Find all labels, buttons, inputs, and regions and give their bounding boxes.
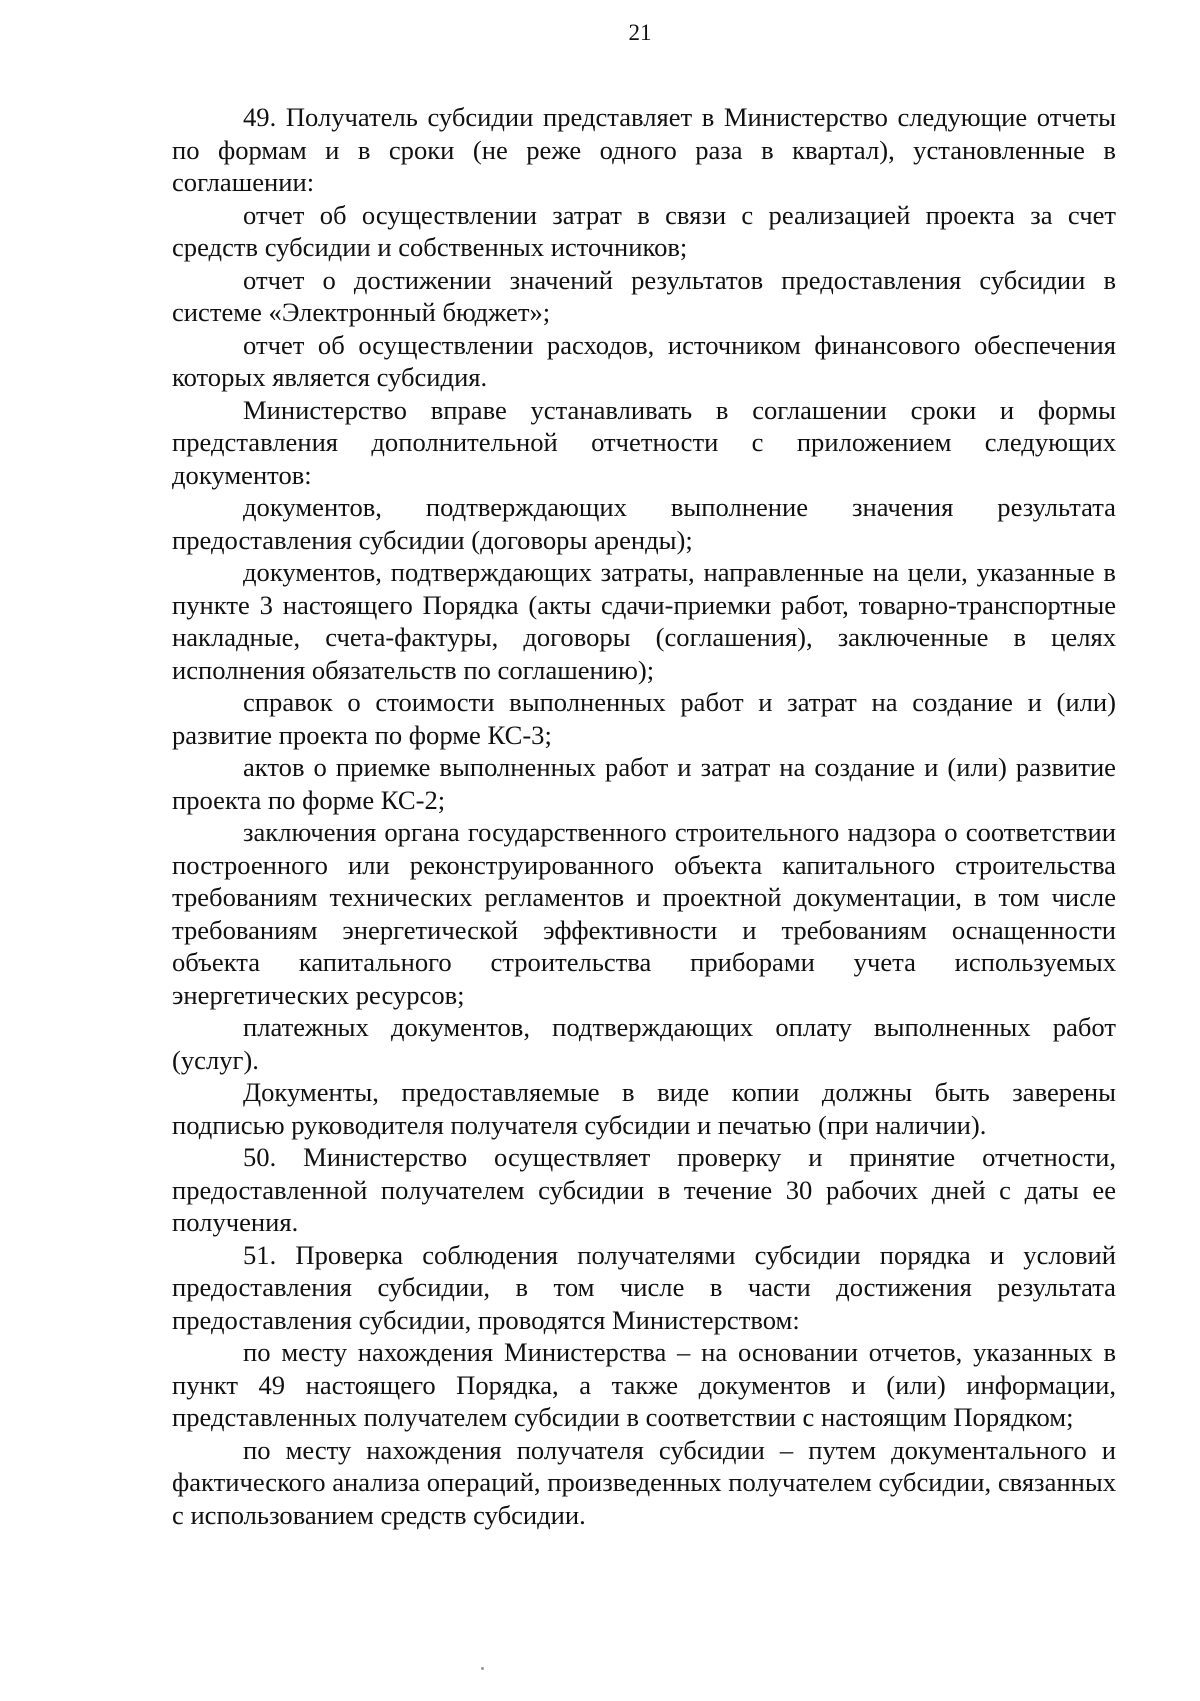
paragraph-docs-costs: документов, подтверждающих затраты, направленные на цели, указанные в пункте 3 настоящего Порядка (акты сдачи-приемки работ, товарно-транспортные накладные, счета-фактуры, договоры (соглашения), заключенные в целях исполнения обязательств по соглашению); xyxy=(172,557,1116,685)
paragraph-copies-certification: Документы, предоставляемые в виде копии должны быть заверены подписью руководителя получателя субсидии и печатью (при наличии). xyxy=(172,1077,1116,1140)
paragraph-50: 50. Министерство осуществляет проверку и принятие отчетности, предоставленной получателем субсидии в течение 30 рабочих дней с даты ее получения. xyxy=(172,1142,1116,1237)
scan-artifact xyxy=(481,1667,484,1670)
paragraph-report-costs: отчет об осуществлении затрат в связи с реализацией проекта за счет средств субсидии и собственных источников; xyxy=(172,199,1116,262)
paragraph-report-results: отчет о достижении значений результатов предоставления субсидии в системе «Электронный бюджет»; xyxy=(172,264,1116,327)
document-body xyxy=(172,101,1116,1531)
paragraph-51: 51. Проверка соблюдения получателями субсидии порядка и условий предоставления субсидии, в том числе в части достижения результата предоставления субсидии, проводятся Министерством: xyxy=(172,1239,1116,1335)
paragraph-docs-result: документов, подтверждающих выполнение значения результата предоставления субсидии (договоры аренды); xyxy=(172,492,1116,555)
paragraph-ks2: актов о приемке выполненных работ и затрат на создание и (или) развитие проекта по форме КС-2; xyxy=(172,752,1116,815)
paragraph-ks3: справок о стоимости выполненных работ и затрат на создание и (или) развитие проекта по форме КС-3; xyxy=(172,687,1116,750)
paragraph-construction-supervision: заключения органа государственного строительного надзора о соответствии построенного или реконструированного объекта капитального строительства требованиям технических регламентов и проектной документации, в том числе требованиям энергетической эффективности и требованиям оснащенности объекта капитального строительства приборами учета используемых энергетических ресурсов; xyxy=(172,817,1116,1010)
paragraph-49-intro: 49. Получатель субсидии представляет в Министерство следующие отчеты по формам и в сроки (не реже одного раза в квартал), установленные в соглашении: xyxy=(172,102,1116,197)
paragraph-51-ministry: по месту нахождения Министерства – на основании отчетов, указанных в пункт 49 настоящего Порядка, а также документов и (или) информации, представленных получателем субсидии в соответствии с настоящим Порядком; xyxy=(172,1337,1116,1432)
paragraph-payment-docs: платежных документов, подтверждающих оплату выполненных работ (услуг). xyxy=(172,1012,1116,1075)
paragraph-51-recipient: по месту нахождения получателя субсидии – путем документального и фактического анализа операций, произведенных получателем субсидии, связанных с использованием средств субсидии. xyxy=(172,1434,1116,1530)
paragraph-report-expenses: отчет об осуществлении расходов, источником финансового обеспечения которых является субсидия. xyxy=(172,329,1116,392)
page-number: 21 xyxy=(628,20,652,45)
paragraph-additional-reporting: Министерство вправе устанавливать в соглашении сроки и формы представления дополнительной отчетности с приложением следующих документов: xyxy=(172,394,1116,490)
